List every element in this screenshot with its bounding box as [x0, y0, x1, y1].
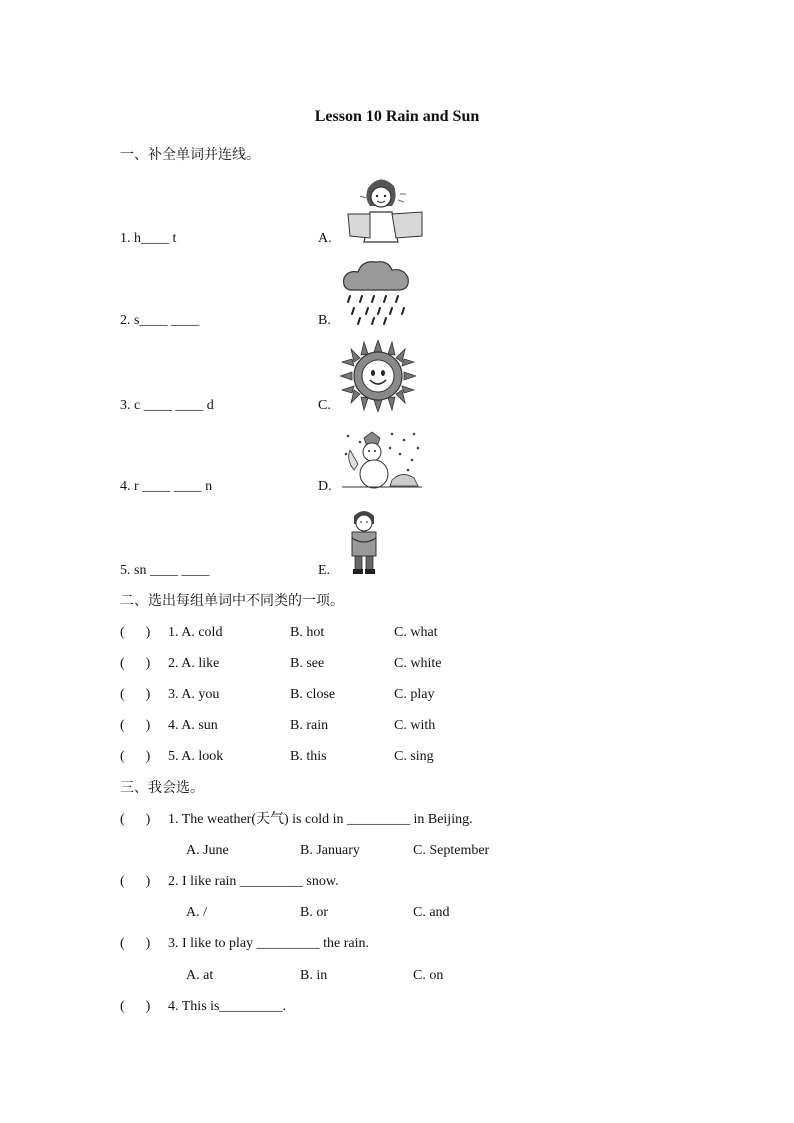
answer-blank[interactable]: ( )	[120, 687, 151, 702]
choice-c: C. on	[413, 968, 444, 983]
choice-b: B. or	[300, 905, 328, 920]
shivering-boy-cold-icon	[346, 506, 382, 576]
choice-a: A. at	[186, 968, 214, 983]
answer-blank[interactable]: ( )	[120, 812, 151, 827]
question-option-b: B. rain	[290, 718, 329, 733]
question-option-b: B. close	[290, 687, 336, 702]
question-option-c: C. what	[394, 625, 438, 640]
question-option-c: C. with	[394, 718, 436, 733]
option-letter-e: E.	[318, 563, 331, 578]
choice-a: A. June	[186, 843, 229, 858]
rain-cloud-icon	[340, 258, 412, 328]
answer-blank[interactable]: ( )	[120, 999, 151, 1014]
question-text: 2. I like rain _________ snow.	[168, 874, 339, 889]
option-letter-b: B.	[318, 313, 331, 328]
question-text: 1. The weather(天气) is cold in _________ in Beijing.	[168, 812, 473, 827]
question-text: 3. I like to play _________ the rain.	[168, 936, 370, 951]
choice-a: A. /	[186, 905, 207, 920]
answer-blank[interactable]: ( )	[120, 749, 151, 764]
choice-c: C. September	[413, 843, 490, 858]
option-letter-a: A.	[318, 231, 332, 246]
question-option-a: 2. A. like	[168, 656, 220, 671]
section-2-heading: 二、选出每组单词中不同类的一项。	[120, 593, 344, 609]
question-option-c: C. play	[394, 687, 435, 702]
question-option-a: 3. A. you	[168, 687, 220, 702]
option-letter-c: C.	[318, 398, 331, 413]
word-2: 2. s____ ____	[120, 313, 199, 328]
question-text: 4. This is_________.	[168, 999, 286, 1014]
question-option-b: B. see	[290, 656, 325, 671]
question-option-a: 5. A. look	[168, 749, 224, 764]
choice-c: C. and	[413, 905, 450, 920]
answer-blank[interactable]: ( )	[120, 718, 151, 733]
choice-b: B. January	[300, 843, 360, 858]
answer-blank[interactable]: ( )	[120, 874, 151, 889]
question-option-c: C. white	[394, 656, 442, 671]
answer-blank[interactable]: ( )	[120, 625, 151, 640]
smiling-sun-icon	[340, 340, 416, 412]
section-1-heading: 一、补全单词并连线。	[120, 147, 260, 163]
question-option-b: B. this	[290, 749, 327, 764]
question-option-b: B. hot	[290, 625, 325, 640]
section-3-heading: 三、我会选。	[120, 780, 204, 796]
question-option-a: 1. A. cold	[168, 625, 223, 640]
answer-blank[interactable]: ( )	[120, 936, 151, 951]
question-option-a: 4. A. sun	[168, 718, 218, 733]
word-4: 4. r ____ ____ n	[120, 479, 213, 494]
girl-fanning-hot-icon	[340, 172, 430, 244]
page-title: Lesson 10 Rain and Sun	[314, 108, 480, 125]
choice-b: B. in	[300, 968, 328, 983]
word-5: 5. sn ____ ____	[120, 563, 210, 578]
snowman-snow-icon	[342, 430, 422, 490]
word-3: 3. c ____ ____ d	[120, 398, 214, 413]
question-option-c: C. sing	[394, 749, 434, 764]
option-letter-d: D.	[318, 479, 332, 494]
word-1: 1. h____ t	[120, 231, 177, 246]
answer-blank[interactable]: ( )	[120, 656, 151, 671]
